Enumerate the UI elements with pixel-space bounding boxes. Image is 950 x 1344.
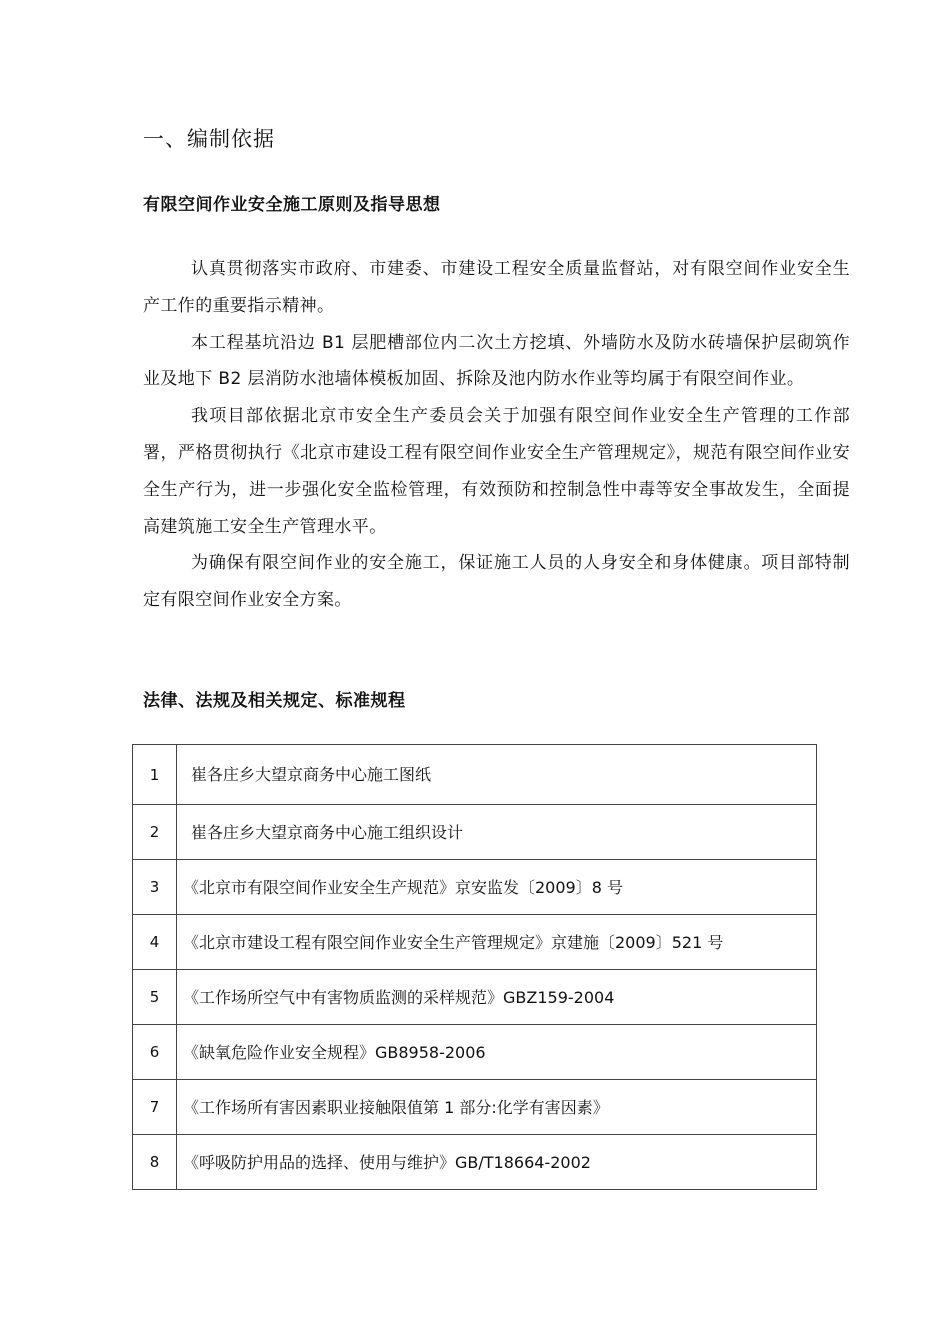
paragraph: 认真贯彻落实市政府、市建委、市建设工程安全质量监督站，对有限空间作业安全生产工作的重要指示精神。	[143, 259, 850, 316]
table-row	[133, 860, 817, 915]
reference-text: 《工作场所有害因素职业接触限值第 1 部分:化学有害因素》	[177, 1080, 817, 1135]
row-number: 1	[133, 745, 177, 805]
paragraph: 为确保有限空间作业的安全施工，保证施工人员的人身安全和身体健康。项目部特制定有限空间作业安全方案。	[143, 553, 850, 611]
table-row	[133, 915, 817, 970]
row-number: 8	[133, 1135, 177, 1190]
reference-text: 《北京市建设工程有限空间作业安全生产管理规定》京建施〔2009〕521 号	[177, 915, 817, 970]
table-row	[133, 970, 817, 1025]
table-row	[133, 1080, 817, 1135]
row-number: 4	[133, 915, 177, 970]
subsection-title-principles: 有限空间作业安全施工原则及指导思想	[143, 195, 441, 215]
reference-text: 崔各庄乡大望京商务中心施工图纸	[177, 745, 817, 805]
reference-text: 崔各庄乡大望京商务中心施工组织设计	[177, 805, 817, 860]
row-number: 6	[133, 1025, 177, 1080]
reference-text: 《呼吸防护用品的选择、使用与维护》GB/T18664-2002	[177, 1135, 817, 1190]
table-row	[133, 1025, 817, 1080]
table-row	[133, 805, 817, 860]
table-row	[133, 745, 817, 805]
table-row	[133, 1135, 817, 1190]
row-number: 7	[133, 1080, 177, 1135]
body-paragraphs	[143, 251, 850, 619]
references-table	[132, 744, 817, 1190]
paragraph: 本工程基坑沿边 B1 层肥槽部位内二次土方挖填、外墙防水及防水砖墙保护层砌筑作业及地下 B2 层消防水池墙体模板加固、拆除及池内防水作业等均属于有限空间作业。	[143, 332, 850, 390]
row-number: 5	[133, 970, 177, 1025]
paragraph: 我项目部依据北京市安全生产委员会关于加强有限空间作业安全生产管理的工作部署，严格贯彻执行《北京市建设工程有限空间作业安全生产管理规定》，规范有限空间作业安全生产行为，进一步强化安全监检管理，有效预防和控制急性中毒等安全事故发生，全面提高建筑施工安全生产管理水平。	[143, 406, 850, 537]
reference-text: 《北京市有限空间作业安全生产规范》京安监发〔2009〕8 号	[177, 860, 817, 915]
section-heading: 一、编制依据	[143, 127, 275, 151]
subsection-title-laws: 法律、法规及相关规定、标准规程	[143, 691, 406, 711]
row-number: 3	[133, 860, 177, 915]
reference-text: 《缺氧危险作业安全规程》GB8958-2006	[177, 1025, 817, 1080]
reference-text: 《工作场所空气中有害物质监测的采样规范》GBZ159-2004	[177, 970, 817, 1025]
row-number: 2	[133, 805, 177, 860]
